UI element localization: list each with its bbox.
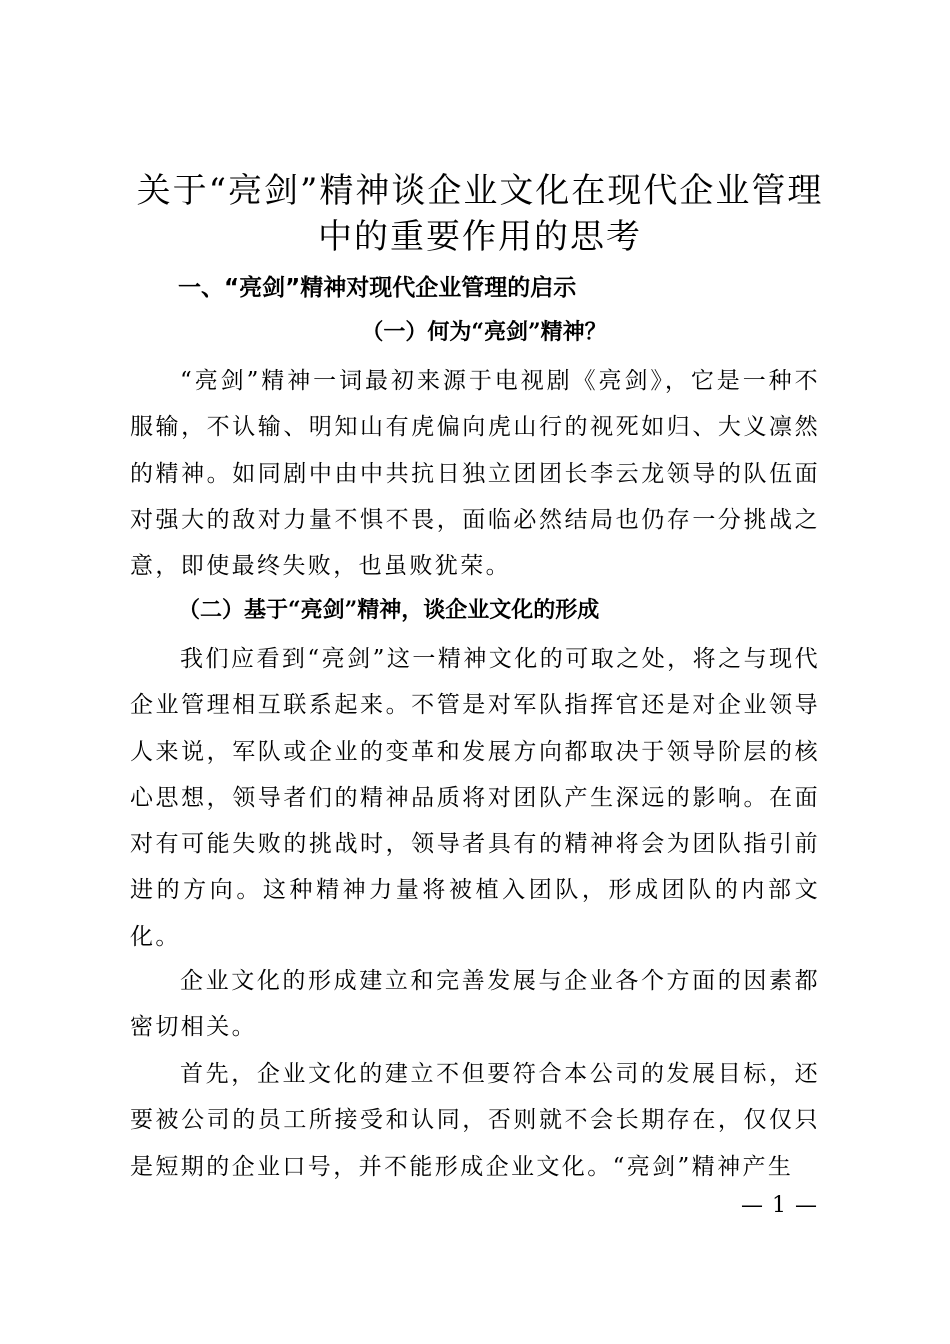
subsection-2-heading: （二）基于“亮剑”精神，谈企业文化的形成 <box>178 597 600 623</box>
subsection-1-heading: （一）何为“亮剑”精神？ <box>361 319 607 345</box>
paragraph-1: “亮剑”精神一词最初来源于电视剧《亮剑》，它是一种不服输，不认输、明知山有虎偏向虎山行的视死如归、大义凛然的精神。如同剧中由中共抗日独立团团长李云龙领导的队伍面对强大的敌对力量不惧不畏，面临必然结局也仍存一分挑战之意，即使最终失败，也虽败犹荣。 <box>130 368 820 580</box>
title-line-1: 关于“亮剑”精神谈企业文化在现代企业管理 <box>136 171 824 211</box>
paragraph-2: 我们应看到“亮剑”这一精神文化的可取之处，将之与现代企业管理相互联系起来。不管是对军队指挥官还是对企业领导人来说，军队或企业的变革和发展方向都取决于领导阶层的核心思想，领导者们的精神品质将对团队产生深远的影响。在面对有可能失败的挑战时，领导者具有的精神将会为团队指引前进的方向。这种精神力量将被植入团队，形成团队的内部文化。 <box>130 646 820 950</box>
paragraph-3: 企业文化的形成建立和完善发展与企业各个方面的因素都密切相关。 <box>130 968 820 1041</box>
title-line-2: 中的重要作用的思考 <box>318 217 642 257</box>
page-number: — 1 — <box>741 1193 818 1218</box>
section-1-heading: 一、“亮剑”精神对现代企业管理的启示 <box>178 275 577 301</box>
document-title <box>100 168 860 260</box>
paragraph-4: 首先，企业文化的建立不但要符合本公司的发展目标，还要被公司的员工所接受和认同，否则就不会长期存在，仅仅只是短期的企业口号，并不能形成企业文化。“亮剑”精神产生 <box>130 1061 820 1180</box>
